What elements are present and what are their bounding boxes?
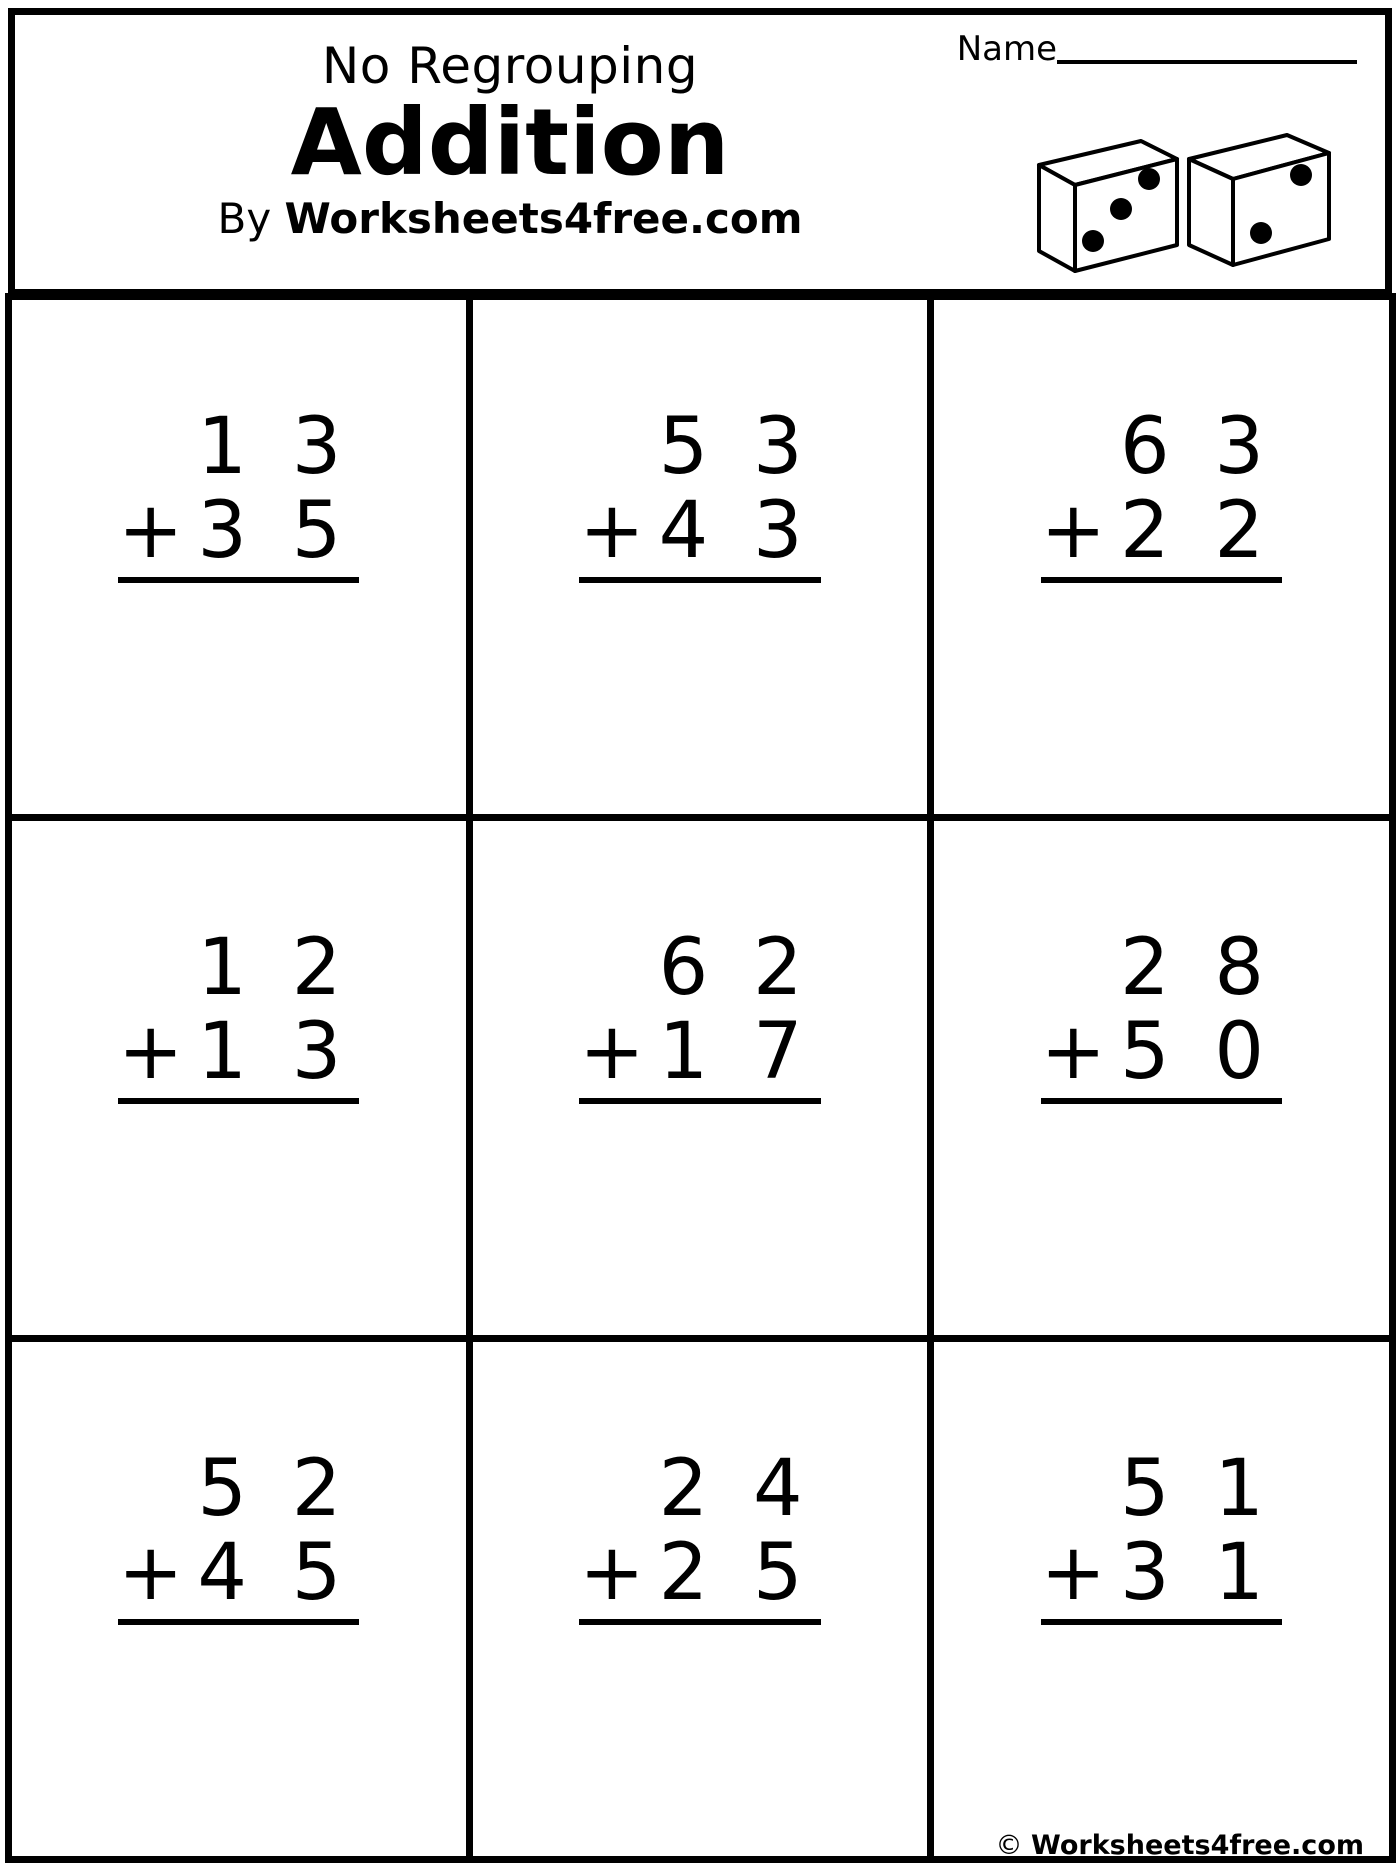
byline-prefix: By xyxy=(217,193,285,243)
problem-grid xyxy=(8,296,1392,1859)
addition-problem xyxy=(117,922,359,1104)
addend-bottom: 1 3 xyxy=(197,1006,352,1097)
problem-cell[interactable] xyxy=(927,293,1395,821)
addend-top: 1 2 xyxy=(197,922,352,1013)
addend-top: 6 3 xyxy=(1119,401,1275,492)
two-dice-icon xyxy=(1029,123,1339,283)
addend-bottom-row xyxy=(117,1006,359,1104)
addend-bottom-row xyxy=(117,1527,359,1625)
addend-top: 5 1 xyxy=(1119,1443,1275,1534)
subtitle-no-regrouping: No Regrouping xyxy=(321,37,699,95)
addition-problem xyxy=(1040,922,1282,1104)
addend-bottom: 3 5 xyxy=(197,485,352,576)
plus-sign: + xyxy=(579,1006,655,1097)
addition-problem xyxy=(1040,401,1282,583)
problem-cell[interactable] xyxy=(5,814,473,1342)
addend-top: 6 2 xyxy=(658,922,813,1013)
addend-bottom: 2 2 xyxy=(1119,485,1275,576)
addition-problem xyxy=(117,1443,359,1625)
addend-bottom: 5 0 xyxy=(1119,1006,1275,1097)
problem-cell[interactable] xyxy=(466,814,934,1342)
addend-bottom-row xyxy=(1040,1527,1282,1625)
addend-top: 5 2 xyxy=(197,1443,352,1534)
title-block xyxy=(15,37,1005,243)
addition-problem xyxy=(1040,1443,1282,1625)
addend-top: 1 3 xyxy=(197,401,352,492)
plus-sign: + xyxy=(1040,485,1116,576)
problem-cell[interactable] xyxy=(5,293,473,821)
addend-bottom: 4 3 xyxy=(658,485,813,576)
plus-sign: + xyxy=(1040,1527,1116,1618)
plus-sign: + xyxy=(579,485,655,576)
footer-brand: Worksheets4free.com xyxy=(1031,1830,1364,1861)
addend-top: 5 3 xyxy=(658,401,813,492)
addend-bottom: 1 7 xyxy=(658,1006,813,1097)
addend-bottom-row xyxy=(579,1006,820,1104)
page-title: Addition xyxy=(290,89,730,196)
problem-cell[interactable] xyxy=(927,1335,1395,1863)
name-field[interactable] xyxy=(957,29,1357,69)
addend-bottom: 4 5 xyxy=(197,1527,352,1618)
copyright-symbol: © xyxy=(995,1830,1032,1861)
name-blank-line[interactable] xyxy=(1057,30,1357,64)
name-label: Name xyxy=(956,29,1057,69)
addend-bottom-row xyxy=(1040,1006,1282,1104)
addend-bottom-row xyxy=(1040,485,1282,583)
plus-sign: + xyxy=(579,1527,655,1618)
addition-problem xyxy=(117,401,359,583)
plus-sign: + xyxy=(117,485,194,576)
addition-problem xyxy=(579,401,820,583)
worksheet-header xyxy=(8,8,1392,296)
byline xyxy=(15,193,1005,243)
plus-sign: + xyxy=(117,1527,194,1618)
addition-problem xyxy=(579,922,820,1104)
problem-cell[interactable] xyxy=(466,293,934,821)
addend-top: 2 8 xyxy=(1119,922,1275,1013)
addend-bottom: 2 5 xyxy=(658,1527,813,1618)
addend-top: 2 4 xyxy=(658,1443,813,1534)
footer-credit xyxy=(995,1830,1364,1861)
problem-cell[interactable] xyxy=(5,1335,473,1863)
problem-cell[interactable] xyxy=(927,814,1395,1342)
byline-brand: Worksheets4free.com xyxy=(284,193,803,243)
addend-bottom-row xyxy=(579,1527,820,1625)
plus-sign: + xyxy=(117,1006,194,1097)
addition-problem xyxy=(579,1443,820,1625)
plus-sign: + xyxy=(1040,1006,1116,1097)
problem-cell[interactable] xyxy=(466,1335,934,1863)
addend-bottom: 3 1 xyxy=(1119,1527,1275,1618)
addend-bottom-row xyxy=(117,485,359,583)
addend-bottom-row xyxy=(579,485,820,583)
